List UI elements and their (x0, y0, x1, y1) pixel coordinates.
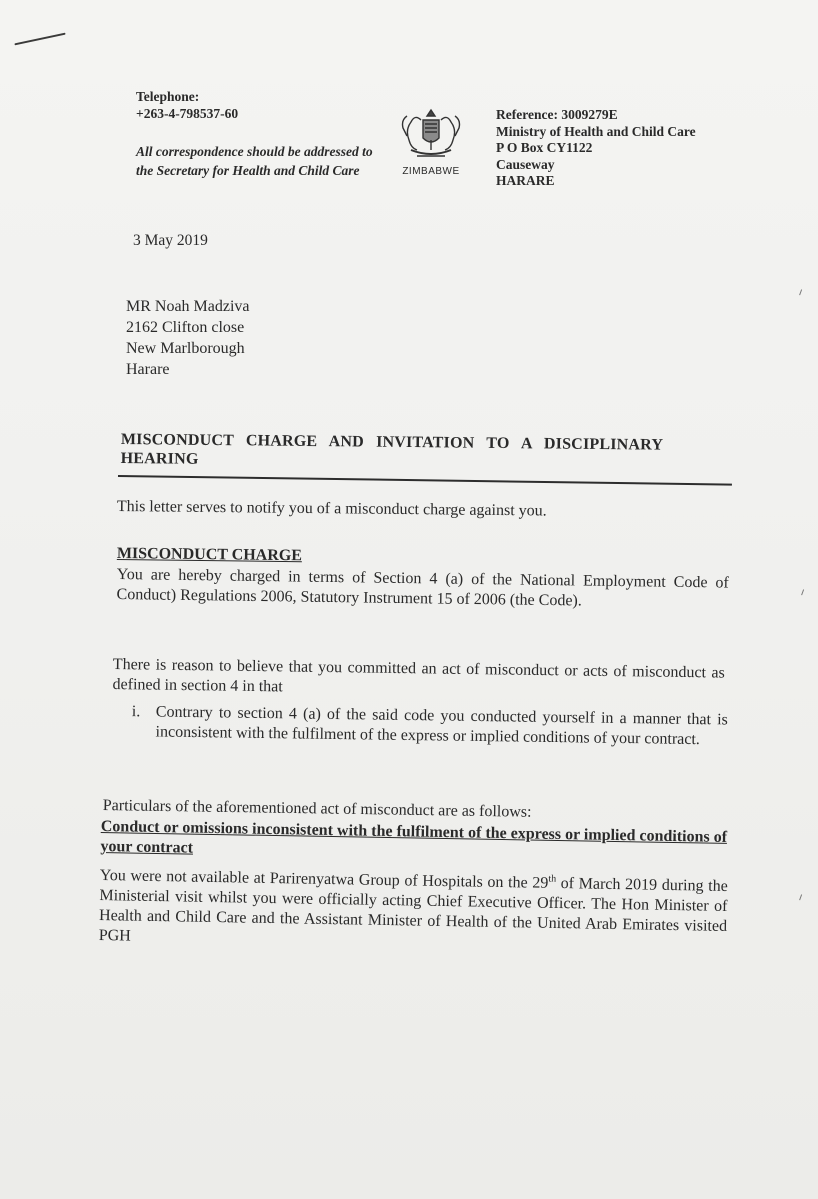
emblem-label: ZIMBABWE (402, 166, 460, 177)
final-superscript: th (548, 873, 557, 885)
reference-number: Reference: 3009279E (496, 107, 618, 122)
coat-of-arms-emblem (386, 106, 476, 178)
coat-of-arms-icon (389, 106, 473, 164)
title-divider (118, 475, 732, 485)
reason-paragraph: There is reason to believe that you committed an act of misconduct or acts of misconduct as defined in section 4 in that (112, 655, 725, 696)
final-paragraph (99, 866, 728, 957)
telephone-label: Telephone: (136, 89, 200, 104)
telephone-number: +263-4-798537-60 (136, 106, 239, 121)
letter-title: MISCONDUCT CHARGE AND INVITATION TO A DISCIPLINARY HEARING (120, 430, 663, 468)
list-item (121, 702, 727, 750)
header-left (136, 88, 376, 180)
recipient-street: 2162 Clifton close (126, 319, 245, 336)
locality: Causeway (496, 156, 555, 172)
intro-paragraph: This letter serves to notify you of a misconduct charge against you. (116, 497, 547, 520)
final-text-part1: You were not available at Parirenyatwa Group of Hospitals on the 29 (99, 866, 549, 892)
final-text-part2: of March 2019 during the Ministerial visit whilst you were officially acting Chief Executive Officer. The Hon Minister of Health and Child Care and the Assistant Minister of Health of the United Arab Emirates visited PGH (98, 874, 728, 945)
list-number: i. (131, 703, 141, 721)
ministry-name: Ministry of Health and Child Care (496, 123, 696, 139)
pen-mark (14, 33, 65, 46)
edge-mark (799, 894, 806, 901)
edge-mark (801, 589, 808, 596)
recipient-suburb: New Marlborough (126, 340, 245, 357)
correspondence-note: All correspondence should be addressed to the Secretary for Health and Child Care (136, 144, 373, 178)
recipient-address (126, 296, 250, 380)
charge-heading: MISCONDUCT CHARGE (116, 544, 303, 565)
letter-date: 3 May 2019 (133, 232, 208, 249)
header-right (496, 107, 786, 190)
particulars-paragraph: Particulars of the aforementioned act of misconduct are as follows: (102, 796, 532, 821)
conduct-heading: Conduct or omissions inconsistent with the fulfilment of the express or implied conditions of your contract (100, 817, 728, 857)
ministry-city: HARARE (496, 173, 555, 188)
recipient-city: Harare (126, 361, 170, 378)
charge-paragraph: You are hereby charged in terms of Section 4 (a) of the National Employment Code of Conduct) Regulations 2006, Statutory Instrument 15 of 2006 (the Code). (116, 565, 729, 610)
recipient-name: MR Noah Madziva (126, 298, 250, 315)
po-box: P O Box CY1122 (496, 140, 593, 155)
list-text: Contrary to section 4 (a) of the said code you conducted yourself in a manner that is inconsistent with the fulfilment of the express or implied conditions of your contract. (155, 703, 728, 749)
edge-mark (799, 289, 806, 296)
